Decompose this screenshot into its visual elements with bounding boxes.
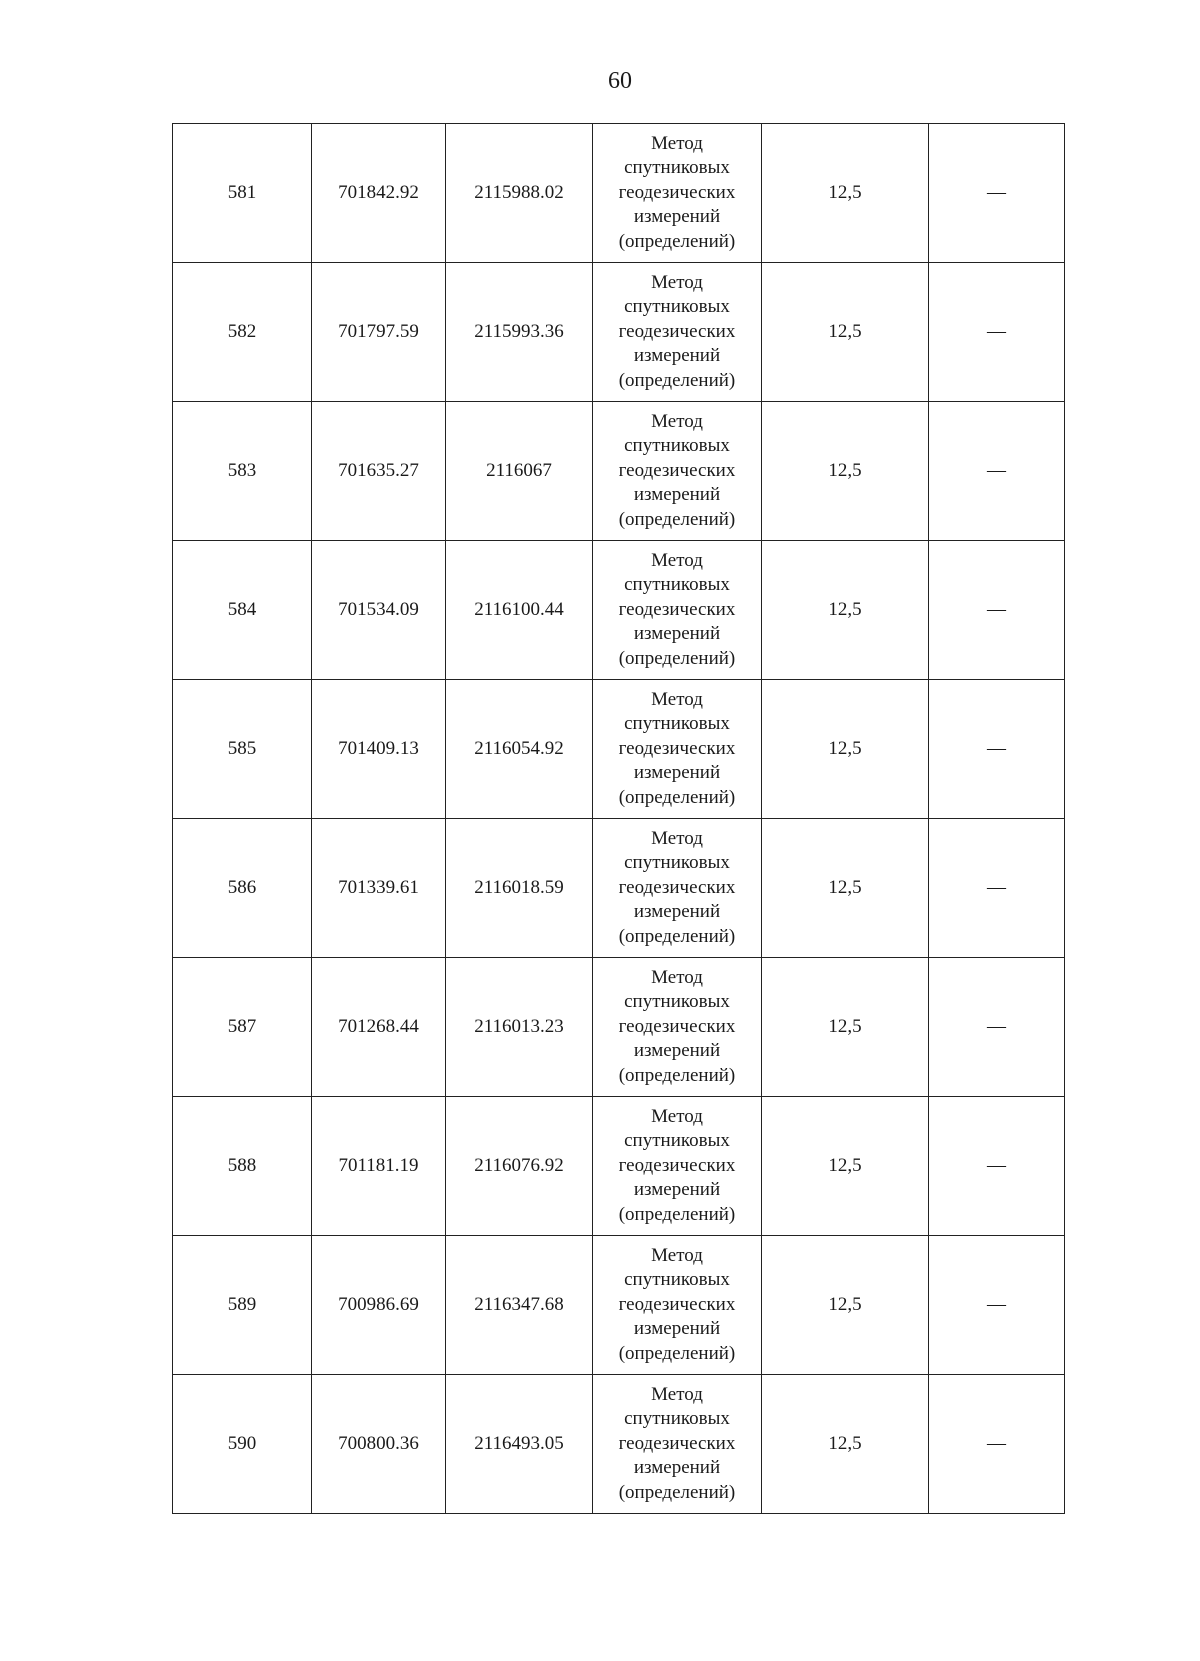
x-coordinate-cell: 701534.09 [312,541,446,680]
table-row [173,1375,1065,1514]
table-row [173,819,1065,958]
method-line: геодезических [618,181,736,203]
page-number: 60 [608,68,632,94]
coordinates-table-container [172,123,1064,1514]
method-line: геодезических [618,459,736,481]
method-line: геодезических [618,1154,736,1176]
method-line: спутниковых [624,713,730,735]
x-coordinate-cell: 700800.36 [312,1375,446,1514]
accuracy-cell: 12,5 [762,1236,929,1375]
method-cell [593,402,762,541]
method-line: измерений [633,1318,721,1340]
method-line: Метод [651,688,703,710]
method-line: (определений) [618,508,736,530]
method-line: (определений) [618,925,736,947]
method-line: спутниковых [624,296,730,318]
method-line: спутниковых [624,435,730,457]
method-line: геодезических [618,320,736,342]
y-coordinate-cell: 2116493.05 [446,1375,593,1514]
coordinates-table [172,123,1065,1514]
method-line: измерений [633,206,721,228]
method-line: измерений [633,623,721,645]
accuracy-cell: 12,5 [762,541,929,680]
method-cell [593,541,762,680]
accuracy-cell: 12,5 [762,402,929,541]
note-cell: — [929,124,1065,263]
method-cell [593,124,762,263]
accuracy-cell: 12,5 [762,680,929,819]
y-coordinate-cell: 2115993.36 [446,263,593,402]
table-body [173,124,1065,1514]
accuracy-cell: 12,5 [762,263,929,402]
method-line: спутниковых [624,157,730,179]
method-line: геодезических [618,598,736,620]
note-cell: — [929,819,1065,958]
point-number-cell: 586 [173,819,312,958]
note-cell: — [929,1375,1065,1514]
method-line: измерений [633,345,721,367]
method-line: (определений) [618,1203,736,1225]
note-cell: — [929,1236,1065,1375]
x-coordinate-cell: 701409.13 [312,680,446,819]
table-row [173,958,1065,1097]
accuracy-cell: 12,5 [762,1097,929,1236]
method-line: измерений [633,1040,721,1062]
note-cell: — [929,680,1065,819]
method-line: (определений) [618,786,736,808]
point-number-cell: 582 [173,263,312,402]
point-number-cell: 581 [173,124,312,263]
x-coordinate-cell: 701635.27 [312,402,446,541]
method-line: измерений [633,484,721,506]
table-row [173,541,1065,680]
method-line: измерений [633,1457,721,1479]
table-row [173,124,1065,263]
method-line: (определений) [618,369,736,391]
method-line: геодезических [618,1293,736,1315]
method-line: геодезических [618,1432,736,1454]
method-line: (определений) [618,647,736,669]
note-cell: — [929,1097,1065,1236]
note-cell: — [929,402,1065,541]
method-line: (определений) [618,230,736,252]
accuracy-cell: 12,5 [762,819,929,958]
y-coordinate-cell: 2116347.68 [446,1236,593,1375]
method-line: Метод [651,1244,703,1266]
point-number-cell: 585 [173,680,312,819]
method-cell [593,680,762,819]
method-line: спутниковых [624,852,730,874]
y-coordinate-cell: 2116076.92 [446,1097,593,1236]
point-number-cell: 584 [173,541,312,680]
x-coordinate-cell: 701339.61 [312,819,446,958]
method-line: Метод [651,549,703,571]
point-number-cell: 588 [173,1097,312,1236]
table-row [173,680,1065,819]
method-line: геодезических [618,1015,736,1037]
point-number-cell: 583 [173,402,312,541]
method-line: геодезических [618,876,736,898]
note-cell: — [929,541,1065,680]
table-row [173,402,1065,541]
accuracy-cell: 12,5 [762,1375,929,1514]
accuracy-cell: 12,5 [762,958,929,1097]
method-cell [593,958,762,1097]
note-cell: — [929,958,1065,1097]
method-line: Метод [651,1105,703,1127]
method-line: спутниковых [624,991,730,1013]
method-line: спутниковых [624,1130,730,1152]
note-cell: — [929,263,1065,402]
method-cell [593,1097,762,1236]
x-coordinate-cell: 700986.69 [312,1236,446,1375]
x-coordinate-cell: 701268.44 [312,958,446,1097]
method-line: геодезических [618,737,736,759]
method-cell [593,1375,762,1514]
method-line: спутниковых [624,574,730,596]
method-line: спутниковых [624,1408,730,1430]
method-line: Метод [651,271,703,293]
point-number-cell: 590 [173,1375,312,1514]
accuracy-cell: 12,5 [762,124,929,263]
method-line: Метод [651,410,703,432]
method-line: Метод [651,827,703,849]
method-line: Метод [651,1383,703,1405]
method-line: измерений [633,901,721,923]
x-coordinate-cell: 701181.19 [312,1097,446,1236]
point-number-cell: 589 [173,1236,312,1375]
method-line: (определений) [618,1481,736,1503]
y-coordinate-cell: 2116018.59 [446,819,593,958]
y-coordinate-cell: 2116013.23 [446,958,593,1097]
y-coordinate-cell: 2115988.02 [446,124,593,263]
method-line: спутниковых [624,1269,730,1291]
method-cell [593,263,762,402]
method-line: (определений) [618,1064,736,1086]
method-line: измерений [633,1179,721,1201]
method-line: измерений [633,762,721,784]
y-coordinate-cell: 2116054.92 [446,680,593,819]
method-line: Метод [651,132,703,154]
table-row [173,263,1065,402]
method-line: (определений) [618,1342,736,1364]
point-number-cell: 587 [173,958,312,1097]
method-cell [593,819,762,958]
method-cell [593,1236,762,1375]
x-coordinate-cell: 701842.92 [312,124,446,263]
y-coordinate-cell: 2116067 [446,402,593,541]
table-row [173,1097,1065,1236]
method-line: Метод [651,966,703,988]
y-coordinate-cell: 2116100.44 [446,541,593,680]
table-row [173,1236,1065,1375]
x-coordinate-cell: 701797.59 [312,263,446,402]
